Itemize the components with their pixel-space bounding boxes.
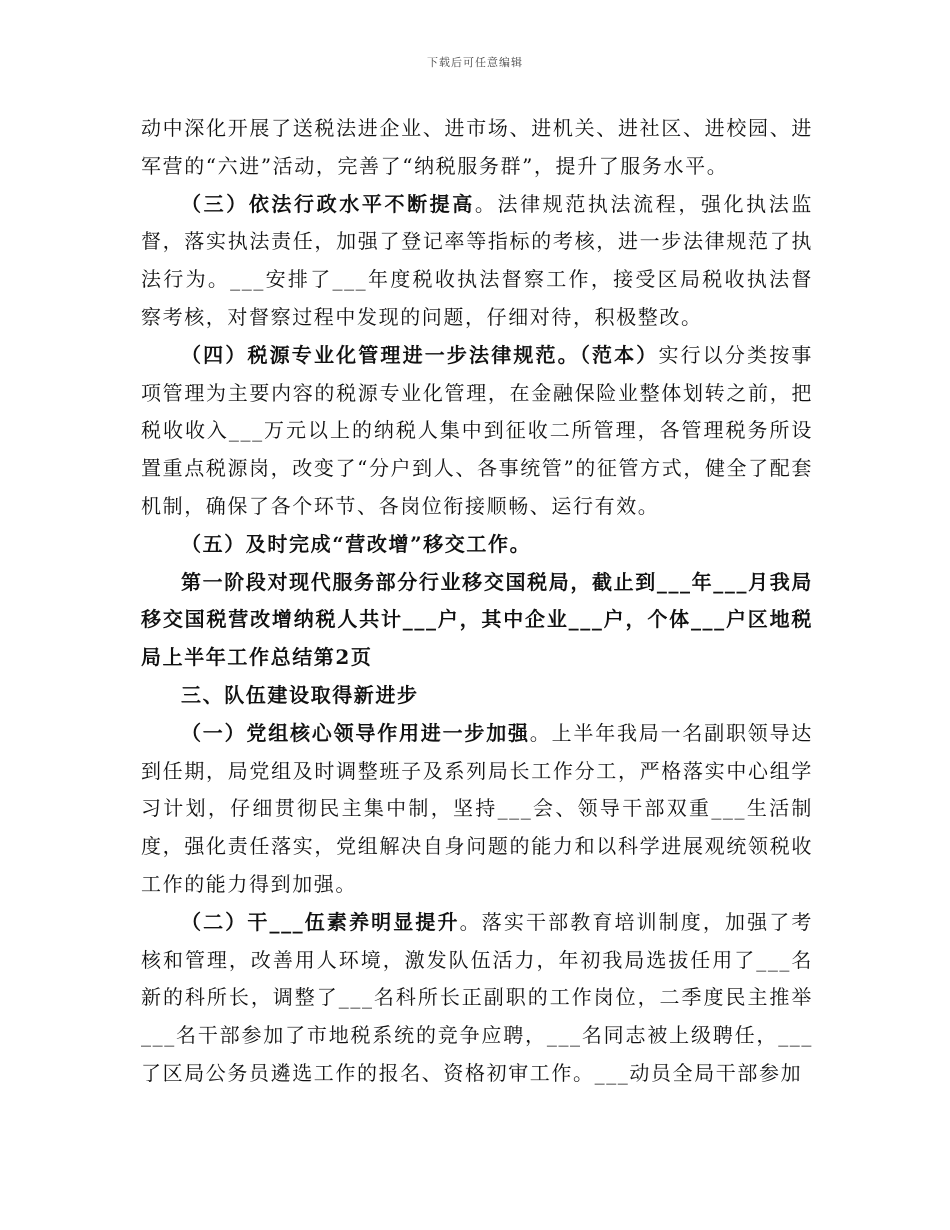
section-heading-3-text: 三、队伍建设取得新进步 — [181, 682, 419, 707]
section-heading-3 — [141, 677, 813, 715]
paragraph-3-text: 实行以分类按事项管理为主要内容的税源专业化管理，在金融保险业整体划转之前，把税收收入___万元以上的纳税人集中到征收二所管理，各管理税务所设置重点税源岗，改变了“分户到人、各事统管”的征管方式，健全了配套机制，确保了各个环节、各岗位衔接顺畅、运行有效。 — [141, 342, 813, 518]
paragraph-7-text: 。上半年我局一名副职领导达到任期，局党组及时调整班子及系列局长工作分工，严格落实中心组学习计划，仔细贯彻民主集中制，坚持___会、领导干部双重___生活制度，强化责任落实，党组解决自身问题的能力和以科学进展观统领税收工作的能力得到加强。 — [141, 720, 813, 896]
paragraph-3 — [141, 337, 813, 526]
paragraph-7 — [141, 715, 813, 904]
paragraph-4 — [141, 526, 813, 564]
paragraph-7-heading: （一）党组核心领导作用进一步加强 — [181, 720, 530, 745]
paragraph-4-heading: （五）及时完成“营改增”移交工作。 — [181, 531, 532, 556]
paragraph-8 — [141, 904, 813, 1093]
paragraph-8-text: 。落实干部教育培训制度，加强了考核和管理，改善用人环境，激发队伍活力，年初我局选拔任用了___名新的科所长，调整了___名科所长正副职的工作岗位，二季度民主推举___名干部参加了市地税系统的竞争应聘，___名同志被上级聘任，___了区局公务员遴选工作的报名、资格初审工作。___动员全局干部参加 — [141, 909, 813, 1085]
document-body — [141, 110, 813, 1093]
paragraph-5-heading: 第一阶段对现代服务部分行业移交国税局，截止到___年___月我局移交国税营改增纳税人共计___户，其中企业___户，个体___户区地税局上半年工作总结第2页 — [141, 569, 813, 670]
paragraph-2-heading: （三）依法行政水平不断提高 — [181, 191, 475, 216]
paragraph-2-text: 。法律规范执法流程，强化执法监督，落实执法责任，加强了登记率等指标的考核，进一步法律规范了执法行为。___安排了___年度税收执法督察工作，接受区局税收执法督察考核，对督察过程中发现的问题，仔细对待，积极整改。 — [141, 191, 813, 329]
paragraph-2 — [141, 186, 813, 337]
paragraph-1 — [141, 110, 813, 186]
page-header: 下载后可任意编辑 — [427, 56, 523, 69]
paragraph-5 — [141, 564, 813, 677]
paragraph-8-heading: （二）干___伍素养明显提升 — [181, 909, 460, 934]
paragraph-3-heading: （四）税源专业化管理进一步法律规范。（范本） — [181, 342, 659, 367]
paragraph-1-text: 动中深化开展了送税法进企业、进市场、进机关、进社区、进校园、进军营的“六进”活动，完善了“纳税服务群”，提升了服务水平。 — [141, 116, 813, 178]
